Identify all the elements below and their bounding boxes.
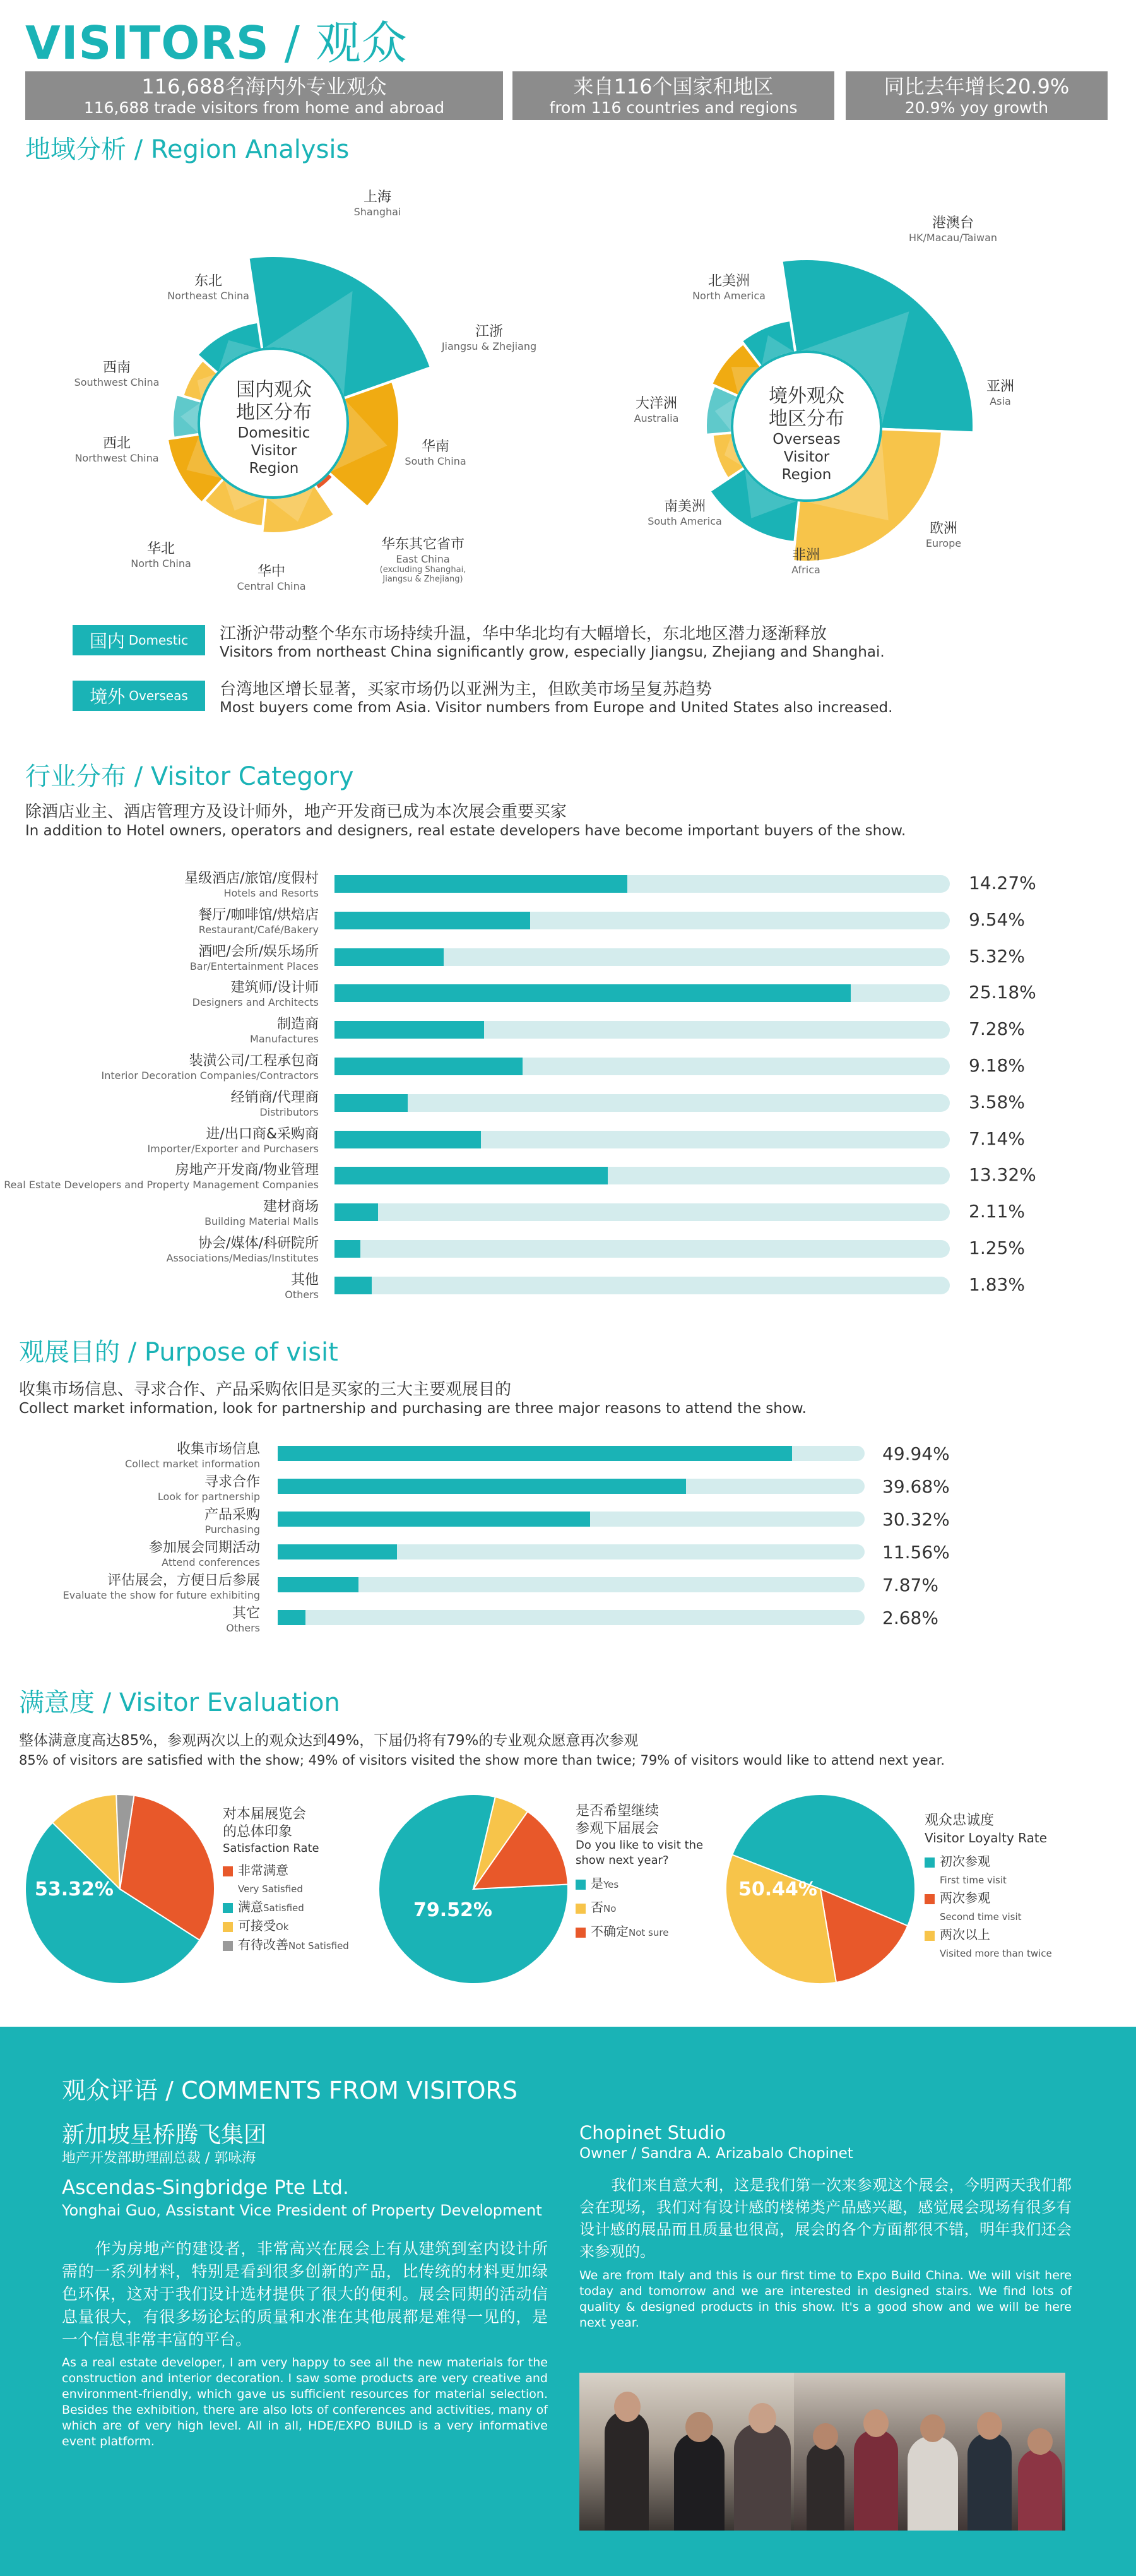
comment-left-company-cn: 新加坡星桥腾飞集团 xyxy=(62,2122,267,2148)
category-desc-en: In addition to Hotel owners, operators and designers, real estate developers have become important buyers of the show. xyxy=(25,823,906,839)
page-title xyxy=(25,6,408,72)
label-northeast-china-en: Northeast China xyxy=(167,290,249,302)
sat-title-cn1: 对本届展览会 xyxy=(223,1806,307,1822)
label-europe xyxy=(918,518,969,549)
legend-label: 两次以上 xyxy=(940,1927,990,1942)
bar-track xyxy=(334,1240,950,1258)
overseas-center-cn2: 地区分布 xyxy=(769,408,844,430)
person-head xyxy=(685,2412,713,2442)
bar-label-cn: 其他 xyxy=(290,1272,319,1288)
bar-label xyxy=(0,1196,319,1227)
label-australia xyxy=(628,393,685,424)
visitor-photo-2 xyxy=(794,2373,1065,2531)
legend-swatch xyxy=(223,1922,233,1932)
person-silhouette xyxy=(1018,2448,1062,2531)
rev-title-cn2: 参观下届展会 xyxy=(576,1821,660,1837)
bar-label-en: Others xyxy=(226,1622,260,1634)
person-silhouette xyxy=(908,2436,958,2531)
bar-track xyxy=(278,1544,865,1559)
purpose-desc-en: Collect market information, look for partnership and purchasing are three major reasons to attend the show. xyxy=(19,1400,807,1417)
pie-value-label: 53.32% xyxy=(35,1878,114,1900)
legend-swatch xyxy=(223,1866,233,1876)
satisfaction-legend xyxy=(223,1806,349,1955)
page-title-cn: 观众 xyxy=(315,16,408,69)
comments-section xyxy=(0,2027,1136,2576)
page-title-en: VISITORS xyxy=(25,16,269,69)
bar-label-cn: 产品采购 xyxy=(204,1507,260,1523)
bar xyxy=(278,1577,358,1592)
bar-track xyxy=(278,1446,865,1461)
legend-swatch xyxy=(576,1880,586,1890)
stat-visitors xyxy=(25,71,503,120)
bar-label xyxy=(0,1269,319,1301)
bar-label-en: Purchasing xyxy=(204,1524,260,1535)
legend-label-en: Not Satisfied xyxy=(288,1940,349,1952)
bar-track xyxy=(334,1277,950,1294)
bar-label-cn: 其它 xyxy=(232,1606,260,1621)
bar-label xyxy=(0,1438,260,1470)
purpose-desc-cn: 收集市场信息、寻求合作、产品采购依旧是买家的三大主要观展目的 xyxy=(19,1380,512,1399)
label-africa-en: Africa xyxy=(791,564,820,576)
bar-label-cn: 房地产开发商/物业管理 xyxy=(175,1162,319,1179)
bar-label xyxy=(0,977,319,1008)
bar-label-en: Manufactures xyxy=(250,1033,319,1046)
bar xyxy=(334,1131,481,1148)
label-northwest-china-en: Northwest China xyxy=(74,452,159,464)
bar-label-cn: 收集市场信息 xyxy=(176,1441,260,1457)
bar-label xyxy=(0,1232,319,1264)
page-title-sep: / xyxy=(269,16,316,69)
label-northeast-china xyxy=(155,270,262,302)
stat-countries-cn: 来自116个国家和地区 xyxy=(573,74,774,98)
note-domestic-cn: 江浙沪带动整个华东市场持续升温，华中华北均有大幅增长，东北地区潜力逐渐释放 xyxy=(220,624,827,643)
bar-label-en: Distributors xyxy=(259,1106,319,1118)
evaluation-desc-en: 85% of visitors are satisfied with the show; 49% of visitors visited the show more than twice; 79% of visitors would like to attend next year. xyxy=(19,1753,945,1768)
sat-title-cn2: 的总体印象 xyxy=(223,1824,293,1840)
legend-swatch xyxy=(223,1903,233,1913)
bar xyxy=(334,1167,608,1184)
bar-label xyxy=(0,904,319,936)
tag-domestic-en: Domestic xyxy=(128,633,189,648)
label-southwest-china-cn: 西南 xyxy=(102,360,131,376)
legend-label-en: Yes xyxy=(603,1879,619,1890)
bar-label-cn: 制造商 xyxy=(276,1017,319,1033)
bar xyxy=(334,912,530,929)
bar-label-en: Designers and Architects xyxy=(192,996,319,1009)
bar-label-cn: 评估展会，方便日后参展 xyxy=(107,1573,260,1589)
bar-track xyxy=(334,1021,950,1039)
bar-label-en: Interior Decoration Companies/Contractors xyxy=(101,1070,319,1082)
overseas-center-en1: Overseas xyxy=(772,431,841,448)
bar-value-label: 7.14% xyxy=(969,1128,1025,1149)
legend-label: 非常满意 xyxy=(238,1863,288,1878)
bar-label-en: Building Material Malls xyxy=(204,1215,319,1228)
category-desc-cn: 除酒店业主、酒店管理方及设计师外，地产开发商已成为本次展会重要买家 xyxy=(25,802,567,821)
label-east-china-en3: Jiangsu & Zhejiang) xyxy=(382,575,463,584)
label-asia-cn: 亚洲 xyxy=(986,379,1014,395)
label-northwest-china xyxy=(63,432,170,464)
loy-legend-first xyxy=(925,1852,1052,1889)
revisit-legend xyxy=(576,1803,703,1941)
bar-label xyxy=(0,941,319,972)
bar-value-label: 49.94% xyxy=(882,1443,950,1464)
label-asia-en: Asia xyxy=(990,395,1011,407)
legend-label: 是 xyxy=(591,1876,603,1891)
label-europe-en: Europe xyxy=(925,537,962,549)
bar xyxy=(278,1479,686,1494)
label-south-china-en: South China xyxy=(405,455,466,467)
bar-label-cn: 经销商/代理商 xyxy=(230,1089,319,1106)
label-africa xyxy=(781,544,831,576)
person-silhouette xyxy=(674,2433,725,2531)
label-hk-cn: 港澳台 xyxy=(932,215,974,231)
comment-left xyxy=(62,2121,548,2450)
bar-track xyxy=(334,1203,950,1221)
domestic-center-cn2: 地区分布 xyxy=(236,402,312,424)
bar xyxy=(278,1446,792,1461)
person-head xyxy=(977,2412,1002,2440)
stat-countries-en: from 116 countries and regions xyxy=(549,98,798,117)
bar-value-label: 1.83% xyxy=(969,1273,1025,1295)
bar-track xyxy=(334,1094,950,1112)
domestic-center-en3: Region xyxy=(249,460,299,477)
bar-value-label: 11.56% xyxy=(882,1542,950,1563)
tag-overseas-cn: 境外 xyxy=(90,686,126,707)
note-overseas-cn: 台湾地区增长显著，买家市场仍以亚洲为主，但欧美市场呈复苏趋势 xyxy=(220,680,713,699)
stat-growth xyxy=(846,71,1108,120)
overseas-center-en3: Region xyxy=(781,467,832,483)
stat-visitors-cn: 116,688名海内外专业观众 xyxy=(141,74,387,98)
bar xyxy=(334,1277,372,1294)
evaluation-desc-cn: 整体满意度高达85%，参观两次以上的观众达到49%，下届仍将有79%的专业观众愿意再次参观 xyxy=(19,1732,639,1749)
label-central-china-cn: 华中 xyxy=(257,564,285,580)
bar-track xyxy=(334,1131,950,1148)
label-south-china xyxy=(398,436,473,467)
label-central-china xyxy=(230,561,312,592)
bar-label xyxy=(0,868,319,899)
bar xyxy=(334,948,444,966)
bar xyxy=(278,1610,305,1625)
bar xyxy=(334,1240,360,1258)
legend-label-en: No xyxy=(603,1903,617,1914)
bar-label-cn: 进/出口商&采购商 xyxy=(206,1126,319,1142)
loyalty-pie xyxy=(726,1794,915,1984)
legend-label: 初次参观 xyxy=(940,1854,990,1869)
label-east-china-en2: (excluding Shanghai, xyxy=(379,565,466,575)
bar-label-en: Attend conferences xyxy=(162,1556,260,1568)
legend-swatch xyxy=(925,1894,935,1904)
bar-track xyxy=(334,1167,950,1184)
bar-value-label: 39.68% xyxy=(882,1476,950,1497)
bar-track xyxy=(334,984,950,1002)
bar-value-label: 5.32% xyxy=(969,945,1025,967)
legend-swatch xyxy=(576,1904,586,1914)
bar-label-cn: 协会/媒体/科研院所 xyxy=(198,1236,319,1251)
legend-label: 可接受 xyxy=(238,1918,276,1933)
comment-left-text-en: As a real estate developer, I am very happy to see all the new materials for the construction and interior decoration. I saw some products are very creative and environment-friendly, which gave us sufficient resources for material selection. Besides the exhibition, there are also lots of conferences and activities, many of which are of very high level. All in all, HDE/EXPO BUILD is a very informative event platform. xyxy=(62,2356,548,2448)
bar-value-label: 30.32% xyxy=(882,1509,950,1530)
label-east-china xyxy=(369,534,476,584)
legend-label: 否 xyxy=(591,1900,603,1915)
legend-label-en: Visited more than twice xyxy=(940,1948,1052,1959)
bar-label xyxy=(0,1159,319,1191)
domestic-center-cn1: 国内观众 xyxy=(236,379,312,401)
bar-track xyxy=(334,1058,950,1075)
legend-label-en: Ok xyxy=(276,1921,289,1933)
note-overseas xyxy=(220,676,892,716)
legend-label-en: Satisfied xyxy=(263,1902,304,1914)
comment-right-role: Owner / Sandra A. Arizabalo Chopinet xyxy=(579,2145,853,2162)
comment-right-text-en: We are from Italy and this is our first time to Expo Build China. We will visit here today and tomorrow and we are interested in designed stairs. We find lots of quality & designed products in this show. It's a good show and we will be here next year. xyxy=(579,2269,1072,2330)
comment-left-text-cn: 作为房地产的建设者，非常高兴在展会上有从建筑到室内设计所需的一系列材料，特别是看到很多创新的产品，比传统的材料更加绿色环保，这对于我们设计选材提供了很大的便利。展会同期的活动信息量很大，有很多场论坛的质量和水准在其他展都是难得一见的，是一个信息非常丰富的平台。 xyxy=(62,2239,548,2349)
legend-swatch xyxy=(925,1857,935,1868)
label-hk-en: HK/Macau/Taiwan xyxy=(908,232,998,244)
bar-label xyxy=(0,1537,260,1568)
person-silhouette xyxy=(807,2442,844,2531)
bar-label-en: Collect market information xyxy=(124,1458,260,1470)
bar-label-cn: 寻求合作 xyxy=(204,1474,260,1490)
tag-overseas-en: Overseas xyxy=(129,688,188,703)
label-jiangsu xyxy=(432,321,546,352)
label-asia xyxy=(975,376,1026,407)
tag-overseas xyxy=(73,681,205,711)
label-africa-cn: 非洲 xyxy=(791,547,820,563)
person-silhouette xyxy=(967,2433,1012,2531)
label-europe-cn: 欧洲 xyxy=(929,521,957,537)
person-silhouette xyxy=(605,2411,649,2531)
label-north-china-en: North China xyxy=(131,558,191,569)
comment-right xyxy=(579,2121,1072,2331)
label-north-america xyxy=(685,270,773,302)
legend-swatch xyxy=(576,1928,586,1938)
bar-label-en: Bar/Entertainment Places xyxy=(189,960,319,972)
label-central-china-en: Central China xyxy=(237,580,306,592)
bar-track xyxy=(334,948,950,966)
loy-legend-twice xyxy=(925,1926,1052,1962)
category-title: 行业分布 / Visitor Category xyxy=(25,762,354,791)
stat-growth-en: 20.9% yoy growth xyxy=(904,98,1049,117)
bar-label xyxy=(0,1504,260,1535)
bar-track xyxy=(278,1610,865,1625)
rev-title-cn1: 是否希望继续 xyxy=(576,1803,660,1819)
bar-label-cn: 星级酒店/旅馆/度假村 xyxy=(184,871,319,886)
bar-label-en: Associations/Medias/Institutes xyxy=(166,1252,319,1264)
tag-domestic xyxy=(73,625,205,655)
person-head xyxy=(920,2414,945,2442)
comment-left-company-en: Ascendas-Singbridge Pte Ltd. xyxy=(62,2176,349,2199)
bar-label-cn: 建材商场 xyxy=(263,1199,319,1215)
bar-track xyxy=(278,1512,865,1527)
bar xyxy=(334,984,851,1002)
bar-label xyxy=(0,1013,319,1045)
bar-label-cn: 参加展会同期活动 xyxy=(148,1540,260,1556)
label-shanghai-cn: 上海 xyxy=(363,189,391,205)
bar-label-cn: 装潢公司/工程承包商 xyxy=(189,1053,319,1069)
note-domestic-en: Visitors from northeast China significantly grow, especially Jiangsu, Zhejiang and Shanghai. xyxy=(220,644,885,660)
label-sa-en: South America xyxy=(648,515,722,527)
legend-label: 满意 xyxy=(238,1899,263,1914)
bar xyxy=(334,1021,484,1039)
comment-right-text-cn: 我们来自意大利，这是我们第一次来参观这个展会，今明两天我们都会在现场，我们对有设计感的楼梯类产品感兴趣，感觉展会现场有很多有设计感的展品而且质量也很高，展会的各个方面都很不错，明年我们还会来参观的。 xyxy=(579,2176,1072,2260)
purpose-title: 观展目的 / Purpose of visit xyxy=(19,1338,338,1367)
bar-label-en: Real Estate Developers and Property Management Companies xyxy=(4,1179,319,1191)
bar xyxy=(278,1512,590,1527)
comment-left-role-en: Yonghai Guo, Assistant Vice President of Property Development xyxy=(62,2202,542,2219)
rev-legend-yes xyxy=(576,1875,703,1893)
domestic-center-en1: Domesitic xyxy=(237,425,311,441)
bar xyxy=(334,875,627,893)
overseas-center-label xyxy=(752,385,861,484)
label-australia-en: Australia xyxy=(634,412,679,424)
evaluation-title: 满意度 / Visitor Evaluation xyxy=(19,1688,340,1717)
bar xyxy=(278,1544,397,1559)
sat-legend-not xyxy=(223,1936,349,1955)
bar-track xyxy=(334,912,950,929)
legend-label-en: First time visit xyxy=(940,1875,1007,1886)
bar-label xyxy=(0,1471,260,1503)
rev-legend-unsure xyxy=(576,1923,703,1941)
bar-label-cn: 建筑师/设计师 xyxy=(230,980,319,996)
person-head xyxy=(813,2423,838,2450)
sat-legend-satisfied xyxy=(223,1898,349,1917)
sat-title-en: Satisfaction Rate xyxy=(223,1842,319,1855)
bar-label xyxy=(0,1087,319,1118)
bar-value-label: 7.28% xyxy=(969,1018,1025,1040)
label-southwest-china xyxy=(63,357,170,388)
bar xyxy=(334,1094,408,1112)
pie-value-label: 50.44% xyxy=(738,1878,817,1900)
label-jiangsu-en: Jiangsu & Zhejiang xyxy=(441,340,537,352)
bar-label-en: Importer/Exporter and Purchasers xyxy=(147,1142,319,1155)
bar-label-en: Restaurant/Café/Bakery xyxy=(198,923,319,936)
person-silhouette xyxy=(854,2430,898,2531)
person-head xyxy=(748,2403,776,2433)
label-southwest-china-en: Southwest China xyxy=(74,376,160,388)
bar-value-label: 7.87% xyxy=(882,1575,938,1595)
bar-label xyxy=(0,1050,319,1082)
comments-title: 观众评语 / COMMENTS FROM VISITORS xyxy=(62,2077,518,2104)
rev-legend-no xyxy=(576,1899,703,1917)
comment-left-role-cn: 地产开发部助理副总裁 / 郭咏海 xyxy=(62,2150,256,2166)
stat-countries xyxy=(512,71,834,120)
loy-title-cn: 观众忠诚度 xyxy=(925,1813,995,1828)
person-head xyxy=(1027,2428,1053,2455)
bar-value-label: 1.25% xyxy=(969,1237,1025,1258)
overseas-center-en2: Visitor xyxy=(783,449,830,465)
region-title: 地域分析 / Region Analysis xyxy=(25,135,350,164)
note-overseas-en: Most buyers come from Asia. Visitor numbers from Europe and United States also increased. xyxy=(220,700,893,716)
label-shanghai xyxy=(346,186,409,218)
label-na-en: North America xyxy=(692,290,766,302)
bar-label-cn: 餐厅/咖啡馆/烘焙店 xyxy=(198,907,319,923)
bar-value-label: 25.18% xyxy=(969,982,1036,1003)
label-hk-macau-taiwan xyxy=(902,212,1003,244)
person-silhouette xyxy=(734,2423,791,2531)
label-northeast-china-cn: 东北 xyxy=(194,273,222,289)
label-east-china-cn: 华东其它省市 xyxy=(381,537,464,552)
bar-label-en: Others xyxy=(285,1288,319,1301)
revisit-pie xyxy=(379,1794,568,1984)
comment-right-company: Chopinet Studio xyxy=(579,2122,726,2144)
legend-swatch xyxy=(925,1931,935,1941)
label-jiangsu-cn: 江浙 xyxy=(475,324,503,340)
bar-label xyxy=(0,1570,260,1601)
bar xyxy=(334,1203,378,1221)
bar-label-en: Evaluate the show for future exhibiting xyxy=(62,1589,260,1601)
rev-title-en1: Do you like to visit the xyxy=(576,1839,704,1852)
bar-track xyxy=(278,1577,865,1592)
bar xyxy=(334,1058,523,1075)
pie-value-label: 79.52% xyxy=(413,1899,492,1921)
satisfaction-pie xyxy=(25,1794,215,1984)
label-na-cn: 北美洲 xyxy=(707,273,750,289)
label-east-china-en: East China xyxy=(396,553,450,565)
bar-value-label: 9.54% xyxy=(969,909,1025,930)
bar-label-en: Hotels and Resorts xyxy=(223,887,319,899)
bar-label xyxy=(0,1602,260,1634)
bar-label-en: Look for partnership xyxy=(157,1491,260,1503)
domestic-center-en2: Visitor xyxy=(251,443,297,459)
bar-value-label: 2.68% xyxy=(882,1607,938,1628)
legend-label: 两次参观 xyxy=(940,1890,990,1905)
overseas-center-cn1: 境外观众 xyxy=(769,385,844,407)
tag-domestic-cn: 国内 xyxy=(89,631,125,652)
label-australia-cn: 大洋洲 xyxy=(635,396,677,412)
legend-label-en: Not sure xyxy=(629,1927,669,1938)
bar-label xyxy=(0,1123,319,1155)
bar-value-label: 9.18% xyxy=(969,1055,1025,1076)
legend-label-en: Second time visit xyxy=(940,1911,1022,1923)
stat-growth-cn: 同比去年增长20.9% xyxy=(884,74,1070,98)
label-sa-cn: 南美洲 xyxy=(663,499,706,515)
legend-label: 有待改善 xyxy=(238,1937,288,1952)
bar-track xyxy=(278,1479,865,1494)
label-shanghai-en: Shanghai xyxy=(353,206,401,218)
bar-value-label: 14.27% xyxy=(969,873,1036,893)
bar-label-cn: 酒吧/会所/娱乐场所 xyxy=(198,943,319,960)
person-head xyxy=(614,2392,641,2422)
loyalty-legend xyxy=(925,1812,1052,1962)
loy-legend-second xyxy=(925,1889,1052,1926)
note-domestic xyxy=(220,621,885,660)
label-south-america xyxy=(641,496,729,527)
sat-legend-ok xyxy=(223,1917,349,1936)
legend-label: 不确定 xyxy=(591,1924,629,1939)
stat-visitors-en: 116,688 trade visitors from home and abroad xyxy=(83,98,445,117)
loy-title-en: Visitor Loyalty Rate xyxy=(925,1830,1048,1846)
visitor-photo-1 xyxy=(579,2373,794,2531)
domestic-center-label xyxy=(220,379,328,477)
bar-value-label: 13.32% xyxy=(969,1164,1036,1186)
bar-track xyxy=(334,875,950,893)
bar-value-label: 2.11% xyxy=(969,1201,1025,1222)
legend-label-en: Very Satisfied xyxy=(238,1883,303,1895)
label-northwest-china-cn: 西北 xyxy=(102,436,131,451)
bar-value-label: 3.58% xyxy=(969,1091,1025,1112)
rev-title-en2: show next year? xyxy=(576,1854,669,1867)
person-head xyxy=(863,2409,889,2437)
label-north-china-cn: 华北 xyxy=(146,541,175,557)
label-south-china-cn: 华南 xyxy=(421,439,449,455)
sat-legend-very xyxy=(223,1861,349,1898)
legend-swatch xyxy=(223,1941,233,1951)
label-north-china xyxy=(123,538,199,569)
